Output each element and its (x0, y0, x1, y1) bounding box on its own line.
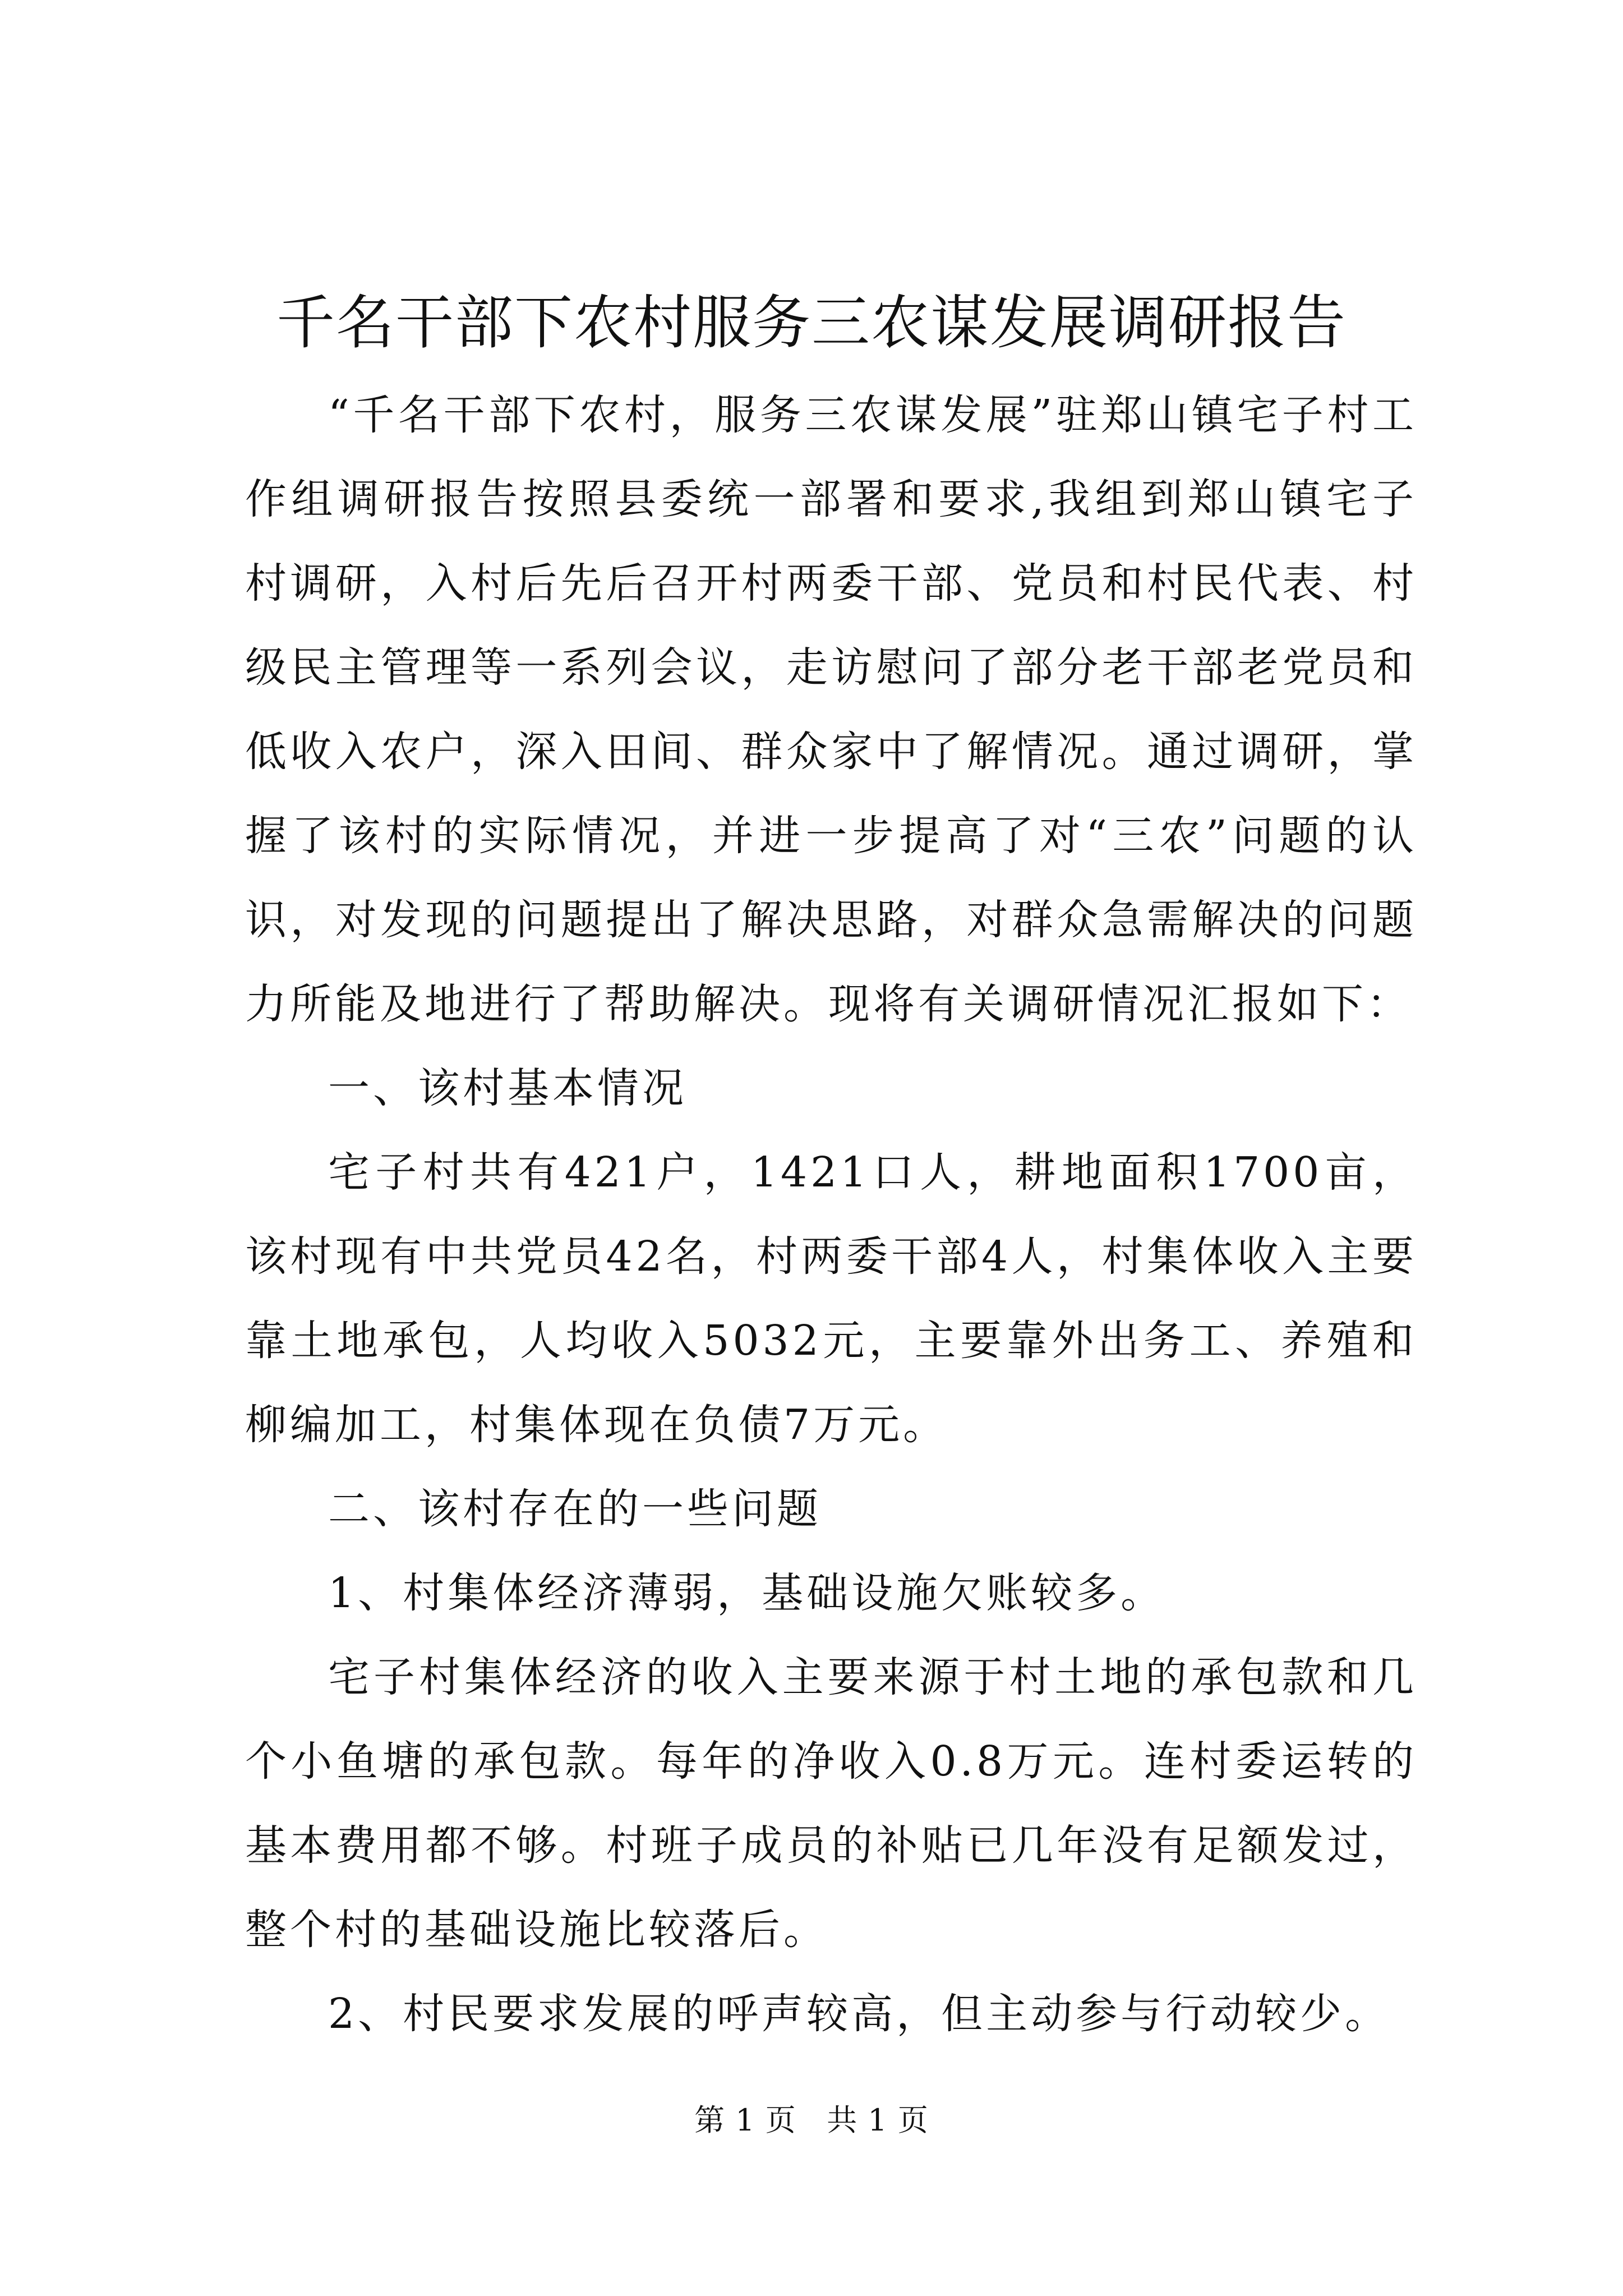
document-title: 千名干部下农村服务三农谋发展调研报告 (276, 288, 1347, 357)
intro-paragraph: “千名干部下农村，服务三农谋发展”驻郑山镇宅子村工作组调研报告按照县委统一部署和要求,我组到郑山镇宅子村调研，入村后先后召开村两委干部、党员和村民代表、村级民主管理等一系列会议，走访慰问了部分老干部老党员和低收入农户，深入田间、群众家中了解情况。通过调研，掌握了该村的实际情况，并进一步提高了对“三农”问题的认识，对发现的问题提出了解决思路，对群众急需解决的问题力所能及地进行了帮助解决。现将有关调研情况汇报如下： (245, 391, 1417, 1028)
problem-1-paragraph: 宅子村集体经济的收入主要来源于村土地的承包款和几个小鱼塘的承包款。每年的净收入0.8万元。连村委运转的基本费用都不够。村班子成员的补贴已几年没有足额发过，整个村的基础设施比较落后。 (245, 1653, 1417, 1954)
section-heading-problems: 二、该村存在的一些问题 (328, 1485, 822, 1533)
page-number-label: 第 1 页 共 1 页 (694, 2102, 929, 2138)
problem-2-heading: 2、村民要求发展的呼声较高，但主动参与行动较少。 (328, 1990, 1390, 2038)
page-footer (0, 2101, 1623, 2140)
basic-info-paragraph: 宅子村共有421户，1421口人，耕地面积1700亩，该村现有中共党员42名，村两委干部4人，村集体收入主要靠土地承包，人均收入5032元，主要靠外出务工、养殖和柳编加工，村集体现在负债7万元。 (245, 1148, 1417, 1449)
section-heading-basic-info: 一、该村基本情况 (328, 1064, 687, 1112)
problem-1-heading: 1、村集体经济薄弱，基础设施欠账较多。 (328, 1569, 1166, 1617)
document-body (245, 373, 1417, 2056)
